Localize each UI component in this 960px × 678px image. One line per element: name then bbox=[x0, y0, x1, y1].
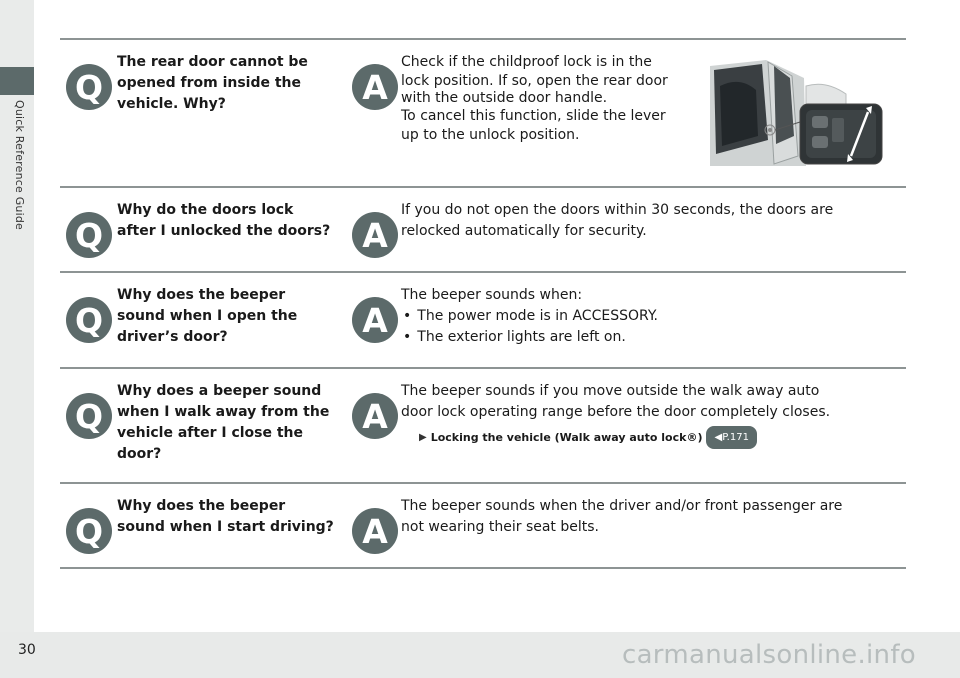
question-text bbox=[117, 200, 342, 242]
sidebar-section-label: Quick Reference Guide bbox=[13, 100, 26, 230]
answer-line: door lock operating range before the door completely closes. bbox=[401, 404, 831, 420]
page-reference-text: P.171 bbox=[722, 432, 749, 443]
answer-text bbox=[401, 381, 901, 449]
answer-bullet: • The exterior lights are left on. bbox=[401, 327, 901, 348]
question-badge: Q bbox=[66, 508, 112, 554]
question-line: vehicle. Why? bbox=[117, 96, 226, 112]
divider bbox=[60, 567, 906, 569]
question-line: when I walk away from the bbox=[117, 404, 330, 420]
answer-line: The beeper sounds if you move outside the walk away auto bbox=[401, 383, 820, 399]
question-line: Why does the beeper bbox=[117, 287, 286, 303]
answer-text bbox=[401, 285, 901, 348]
question-line: Why does the beeper bbox=[117, 498, 286, 514]
answer-line: relocked automatically for security. bbox=[401, 223, 647, 239]
question-line: driver’s door? bbox=[117, 329, 228, 345]
question-line: vehicle after I close the bbox=[117, 425, 304, 441]
question-line: Why do the doors lock bbox=[117, 202, 294, 218]
sidebar bbox=[0, 0, 34, 632]
question-text bbox=[117, 496, 342, 538]
question-badge: Q bbox=[66, 64, 112, 110]
faq-item bbox=[60, 273, 906, 367]
answer-badge: A bbox=[352, 297, 398, 343]
page-reference-badge[interactable]: ◀P.171 bbox=[706, 426, 756, 449]
faq-item bbox=[60, 188, 906, 271]
answer-bullet: • The power mode is in ACCESSORY. bbox=[401, 306, 901, 327]
question-badge: Q bbox=[66, 297, 112, 343]
faq-item bbox=[60, 40, 906, 186]
answer-intro: The beeper sounds when: bbox=[401, 287, 583, 303]
answer-badge: A bbox=[352, 393, 398, 439]
answer-line: up to the unlock position. bbox=[401, 127, 580, 143]
watermark: carmanualsonline.info bbox=[621, 640, 916, 670]
answer-badge: A bbox=[352, 212, 398, 258]
answer-text bbox=[401, 496, 901, 538]
question-line: The rear door cannot be bbox=[117, 54, 308, 70]
question-line: Why does a beeper sound bbox=[117, 383, 322, 399]
question-line: after I unlocked the doors? bbox=[117, 223, 331, 239]
faq-item bbox=[60, 484, 906, 567]
answer-line: lock position. If so, open the rear door bbox=[401, 73, 668, 89]
question-line: door? bbox=[117, 446, 162, 462]
rear-door-childproof-lock-illustration bbox=[706, 56, 886, 170]
answer-line: with the outside door handle. bbox=[401, 90, 608, 106]
question-badge: Q bbox=[66, 393, 112, 439]
reference-text: Locking the vehicle (Walk away auto lock®) bbox=[430, 431, 703, 444]
question-line: opened from inside the bbox=[117, 75, 302, 91]
answer-text bbox=[401, 200, 901, 242]
question-text bbox=[117, 52, 332, 115]
answer-line: To cancel this function, slide the lever bbox=[401, 108, 666, 124]
arrow-reference-icon: ▶ bbox=[419, 432, 427, 443]
answer-text bbox=[401, 52, 701, 145]
answer-line: Check if the childproof lock is in the bbox=[401, 54, 652, 70]
page-number: 30 bbox=[18, 642, 36, 658]
question-line: sound when I open the bbox=[117, 308, 298, 324]
answer-line: If you do not open the doors within 30 seconds, the doors are bbox=[401, 202, 834, 218]
question-text bbox=[117, 381, 332, 465]
question-line: sound when I start driving? bbox=[117, 519, 334, 535]
question-badge: Q bbox=[66, 212, 112, 258]
cross-reference-link[interactable] bbox=[419, 426, 901, 449]
answer-line: not wearing their seat belts. bbox=[401, 519, 599, 535]
answer-badge: A bbox=[352, 64, 398, 110]
question-text bbox=[117, 285, 332, 348]
answer-badge: A bbox=[352, 508, 398, 554]
sidebar-tab-marker bbox=[0, 67, 34, 95]
faq-item bbox=[60, 369, 906, 482]
answer-line: The beeper sounds when the driver and/or front passenger are bbox=[401, 498, 843, 514]
